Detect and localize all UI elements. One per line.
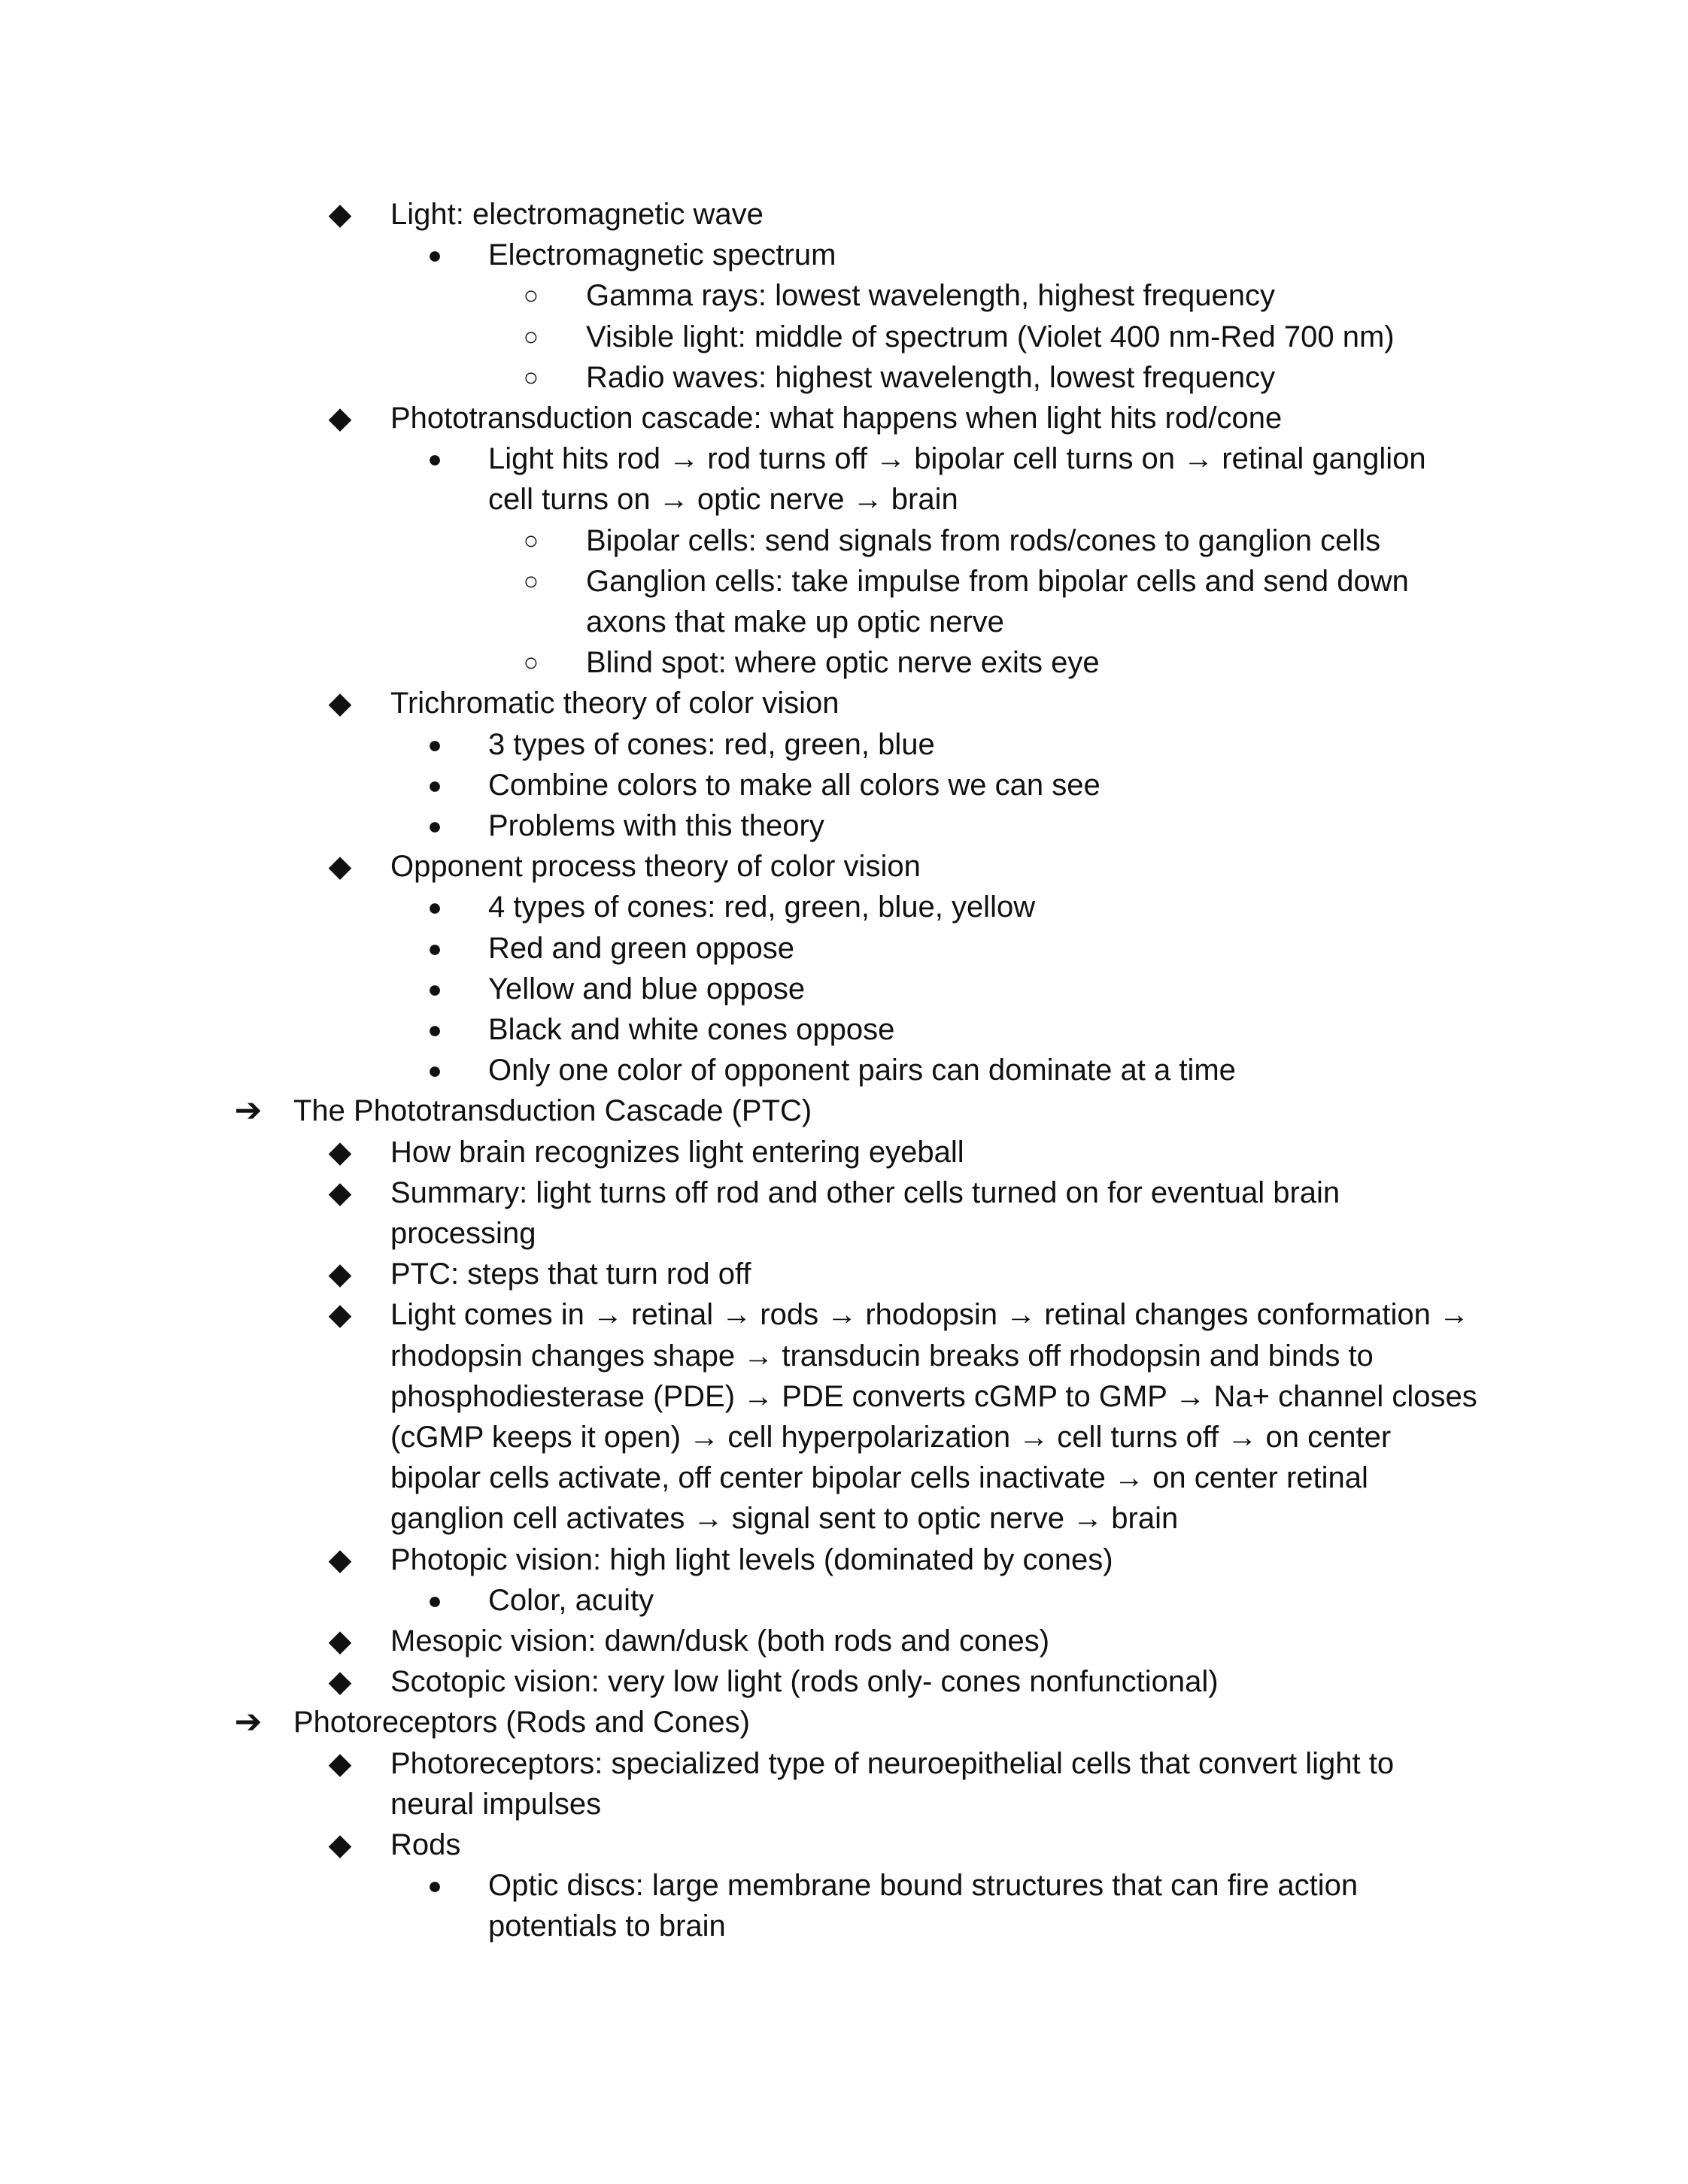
bullet-dot: ● — [427, 1586, 442, 1614]
hollow-bullet: ○ — [523, 648, 539, 678]
list-item-line: Phototransduction cascade: what happens when light hits rod/cone — [390, 402, 1283, 435]
list-item-line: processing — [390, 1217, 536, 1250]
diamond-bullet: ◆ — [328, 1665, 352, 1699]
bullet-dot: ● — [427, 975, 442, 1003]
list-item-line: The Phototransduction Cascade (PTC) — [293, 1094, 812, 1128]
list-item-line: Combine colors to make all colors we can see — [488, 768, 1101, 802]
list-item-line: Light comes in → retinal → rods → rhodopsin → retinal changes conformation → — [390, 1298, 1470, 1332]
list-item-line: Red and green oppose — [488, 931, 794, 965]
list-item-line: Yellow and blue oppose — [488, 972, 806, 1006]
diamond-bullet: ◆ — [328, 850, 352, 884]
bullet-dot: ● — [427, 241, 442, 269]
list-item-line: Ganglion cells: take impulse from bipolar cells and send down — [586, 564, 1409, 598]
list-item-line: Bipolar cells: send signals from rods/cones to ganglion cells — [586, 523, 1381, 557]
hollow-bullet: ○ — [523, 526, 539, 555]
list-item-line: Problems with this theory — [488, 809, 824, 842]
list-item-line: 4 types of cones: red, green, blue, yellow — [488, 890, 1036, 924]
list-item-line: Black and white cones oppose — [488, 1013, 895, 1046]
list-item-line: Light hits rod → rod turns off → bipolar cell turns on → retinal ganglion — [488, 442, 1426, 476]
bullet-dot: ● — [427, 771, 442, 799]
list-item-line: Visible light: middle of spectrum (Violet 400 nm-Red 700 nm) — [586, 320, 1395, 353]
hollow-bullet: ○ — [523, 281, 539, 311]
bullet-dot: ● — [427, 812, 442, 839]
diamond-bullet: ◆ — [328, 1746, 352, 1780]
diamond-bullet: ◆ — [328, 1135, 352, 1169]
list-item-line: phosphodiesterase (PDE) → PDE converts cGMP to GMP → Na+ channel closes — [390, 1379, 1477, 1413]
list-item-line: Electromagnetic spectrum — [488, 238, 836, 272]
list-item-line: Photoreceptors: specialized type of neuroepithelial cells that convert light to — [390, 1746, 1395, 1780]
list-item-line: bipolar cells activate, off center bipolar cells inactivate → on center retinal — [390, 1461, 1368, 1495]
bullet-dot: ● — [427, 445, 442, 473]
diamond-bullet: ◆ — [328, 198, 352, 231]
list-item-line: neural impulses — [390, 1787, 602, 1821]
list-item-line: Mesopic vision: dawn/dusk (both rods and cones) — [390, 1624, 1050, 1658]
list-item-line: rhodopsin changes shape → transducin breaks off rhodopsin and binds to — [390, 1339, 1374, 1373]
bullet-dot: ● — [427, 934, 442, 962]
list-item-line: Light: electromagnetic wave — [390, 198, 764, 231]
list-item-line: How brain recognizes light entering eyeball — [390, 1135, 964, 1169]
bullet-dot: ● — [427, 893, 442, 921]
hollow-bullet: ○ — [523, 322, 539, 351]
list-item-line: Rods — [390, 1828, 461, 1861]
list-item-line: Photopic vision: high light levels (dominated by cones) — [390, 1542, 1113, 1576]
diamond-bullet: ◆ — [328, 1175, 352, 1209]
list-item-line: Trichromatic theory of color vision — [390, 687, 839, 720]
list-item-line: Gamma rays: lowest wavelength, highest frequency — [586, 279, 1275, 313]
list-item-line: potentials to brain — [488, 1909, 726, 1943]
diamond-bullet: ◆ — [328, 1542, 352, 1576]
list-item-line: Scotopic vision: very low light (rods only- cones nonfunctional) — [390, 1665, 1219, 1699]
list-item-line: cell turns on → optic nerve → brain — [488, 483, 958, 517]
arrow-marker: ➔ — [234, 1092, 263, 1130]
arrow-marker: ➔ — [234, 1703, 263, 1741]
bullet-dot: ● — [427, 1872, 442, 1900]
diamond-bullet: ◆ — [328, 402, 352, 435]
bullet-dot: ● — [427, 1016, 442, 1043]
list-item-line: Photoreceptors (Rods and Cones) — [293, 1706, 750, 1740]
list-item-line: Radio waves: highest wavelength, lowest frequency — [586, 360, 1276, 394]
diamond-bullet: ◆ — [328, 1298, 352, 1332]
bullet-dot: ● — [427, 730, 442, 758]
list-item-line: PTC: steps that turn rod off — [390, 1257, 751, 1291]
diamond-bullet: ◆ — [328, 1828, 352, 1861]
diamond-bullet: ◆ — [328, 1257, 352, 1291]
list-item-line: ganglion cell activates → signal sent to optic nerve → brain — [390, 1502, 1179, 1536]
list-item-line: Only one color of opponent pairs can dominate at a time — [488, 1054, 1236, 1087]
diamond-bullet: ◆ — [328, 687, 352, 720]
bullet-dot: ● — [427, 1057, 442, 1084]
list-item-line: Opponent process theory of color vision — [390, 850, 921, 884]
list-item-line: axons that make up optic nerve — [586, 605, 1004, 639]
hollow-bullet: ○ — [523, 566, 539, 596]
list-item-line: Color, acuity — [488, 1583, 654, 1617]
hollow-bullet: ○ — [523, 362, 539, 392]
list-item-line: Blind spot: where optic nerve exits eye — [586, 646, 1100, 680]
list-item-line: (cGMP keeps it open) → cell hyperpolarization → cell turns off → on center — [390, 1421, 1392, 1454]
diamond-bullet: ◆ — [328, 1624, 352, 1658]
list-item-line: 3 types of cones: red, green, blue — [488, 727, 935, 761]
list-item-line: Summary: light turns off rod and other cells turned on for eventual brain — [390, 1175, 1340, 1209]
list-item-line: Optic discs: large membrane bound structures that can fire action — [488, 1869, 1359, 1903]
